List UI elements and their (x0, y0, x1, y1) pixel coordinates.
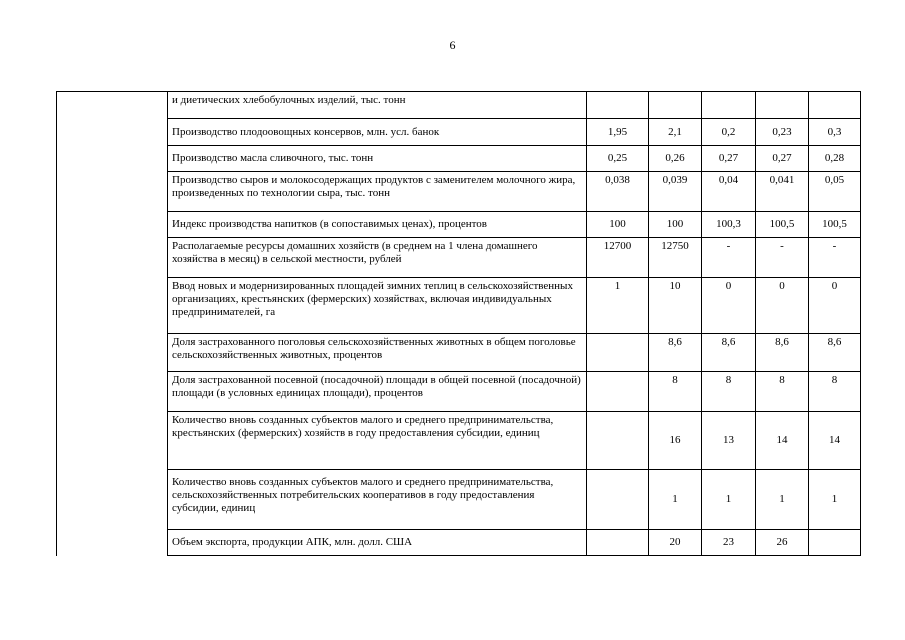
value-cell: 14 (809, 412, 861, 470)
value-cell: 13 (702, 412, 756, 470)
value-cell: 100,3 (702, 212, 756, 238)
value-cell: 8,6 (756, 334, 809, 372)
value-cell: 14 (756, 412, 809, 470)
value-cell: 8,6 (702, 334, 756, 372)
value-cell (649, 92, 702, 119)
value-cell: 1 (702, 470, 756, 530)
value-cell (809, 530, 861, 556)
table-row (57, 530, 861, 556)
indicators-table (56, 91, 861, 556)
value-cell (587, 470, 649, 530)
value-cell: 8,6 (809, 334, 861, 372)
value-cell: 1,95 (587, 119, 649, 146)
value-cell (587, 92, 649, 119)
value-cell (702, 92, 756, 119)
value-cell: 12750 (649, 238, 702, 278)
value-cell: 0,28 (809, 146, 861, 172)
value-cell: 1 (756, 470, 809, 530)
page-number: 6 (449, 38, 456, 52)
value-cell: 0 (702, 278, 756, 334)
row-label: Производство плодоовощных консервов, млн. усл. банок (168, 119, 587, 146)
value-cell: 0,26 (649, 146, 702, 172)
table-row (57, 470, 861, 530)
row-label: Объем экспорта, продукции АПК, млн. долл. США (168, 530, 587, 556)
table-row (57, 212, 861, 238)
value-cell: 10 (649, 278, 702, 334)
value-cell: 0,041 (756, 172, 809, 212)
value-cell (587, 372, 649, 412)
value-cell: 100,5 (809, 212, 861, 238)
table-row (57, 119, 861, 146)
value-cell: 0,25 (587, 146, 649, 172)
value-cell: 0,3 (809, 119, 861, 146)
value-cell: 0,04 (702, 172, 756, 212)
section-cell (57, 92, 168, 556)
row-label: Ввод новых и модернизированных площадей зимних теплиц в сельскохозяйственных организациях, крестьянских (фермерских) хозяйствах, включая индивидуальных предпринимателей, га (168, 278, 587, 334)
table-row (57, 334, 861, 372)
value-cell: 100 (587, 212, 649, 238)
row-label: Доля застрахованного поголовья сельскохозяйственных животных в общем поголовье сельскохозяйственных животных, процентов (168, 334, 587, 372)
value-cell: 1 (809, 470, 861, 530)
value-cell: 23 (702, 530, 756, 556)
value-cell (587, 412, 649, 470)
row-label: Доля застрахованной посевной (посадочной) площади в общей посевной (посадочной) площади (в условных единицах площади), процентов (168, 372, 587, 412)
value-cell: 0 (756, 278, 809, 334)
value-cell: 8 (649, 372, 702, 412)
value-cell: 0,23 (756, 119, 809, 146)
value-cell: - (756, 238, 809, 278)
value-cell: 0,05 (809, 172, 861, 212)
row-label: Индекс производства напитков (в сопоставимых ценах), процентов (168, 212, 587, 238)
table-row (57, 412, 861, 470)
value-cell: 0 (809, 278, 861, 334)
value-cell: 26 (756, 530, 809, 556)
value-cell: - (809, 238, 861, 278)
row-label: Располагаемые ресурсы домашних хозяйств (в среднем на 1 члена домашнего хозяйства в месяц) в сельской местности, рублей (168, 238, 587, 278)
value-cell: 0,27 (702, 146, 756, 172)
value-cell: 8 (756, 372, 809, 412)
value-cell: 0,038 (587, 172, 649, 212)
value-cell (756, 92, 809, 119)
value-cell: 8 (809, 372, 861, 412)
table-row (57, 146, 861, 172)
row-label: Количество вновь созданных субъектов малого и среднего предпринимательства, крестьянских (фермерских) хозяйств в году предоставления субсидии, единиц (168, 412, 587, 470)
value-cell: 8 (702, 372, 756, 412)
value-cell: 12700 (587, 238, 649, 278)
row-label: Производство масла сливочного, тыс. тонн (168, 146, 587, 172)
table-row (57, 238, 861, 278)
value-cell: 8,6 (649, 334, 702, 372)
value-cell: - (702, 238, 756, 278)
value-cell: 1 (587, 278, 649, 334)
value-cell: 0,27 (756, 146, 809, 172)
value-cell: 100,5 (756, 212, 809, 238)
value-cell: 1 (649, 470, 702, 530)
value-cell: 100 (649, 212, 702, 238)
table-row (57, 372, 861, 412)
value-cell: 0,2 (702, 119, 756, 146)
row-label: Количество вновь созданных субъектов малого и среднего предпринимательства, сельскохозяйственных потребительских кооперативов в году предоставления субсидии, единиц (168, 470, 587, 530)
table-row (57, 172, 861, 212)
value-cell (587, 530, 649, 556)
value-cell: 0,039 (649, 172, 702, 212)
row-label: и диетических хлебобулочных изделий, тыс. тонн (168, 92, 587, 119)
value-cell: 16 (649, 412, 702, 470)
table-row (57, 278, 861, 334)
value-cell (587, 334, 649, 372)
value-cell: 2,1 (649, 119, 702, 146)
value-cell (809, 92, 861, 119)
value-cell: 20 (649, 530, 702, 556)
table-row (57, 92, 861, 119)
row-label: Производство сыров и молокосодержащих продуктов с заменителем молочного жира, произведенных по технологии сыра, тыс. тонн (168, 172, 587, 212)
